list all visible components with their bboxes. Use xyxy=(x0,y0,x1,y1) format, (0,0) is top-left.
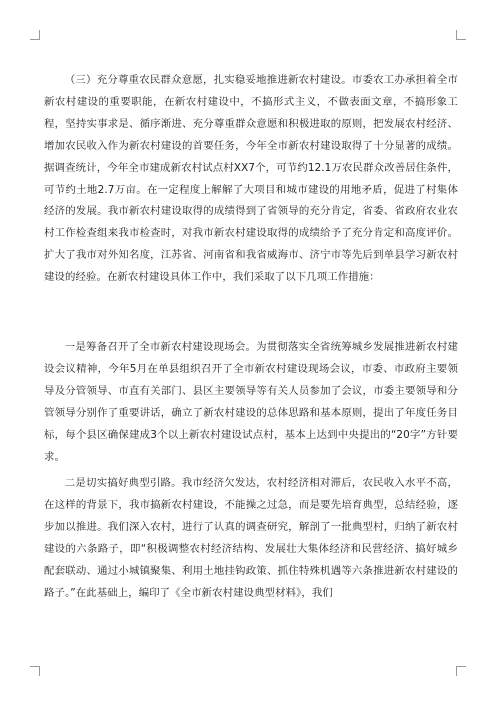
crop-mark-top-right xyxy=(456,30,466,40)
paragraph-respect-farmers-wishes: （三）充分尊重农民群众意愿，扎实稳妥地推进新农村建设。市委农工办承担着全市新农村建设的重要职能，在新农村建设中，不搞形式主义，不做表面文章，不搞形象工程，坚持实事求是、循序渐进、充分尊重群众意愿和积极进取的原则，把发展农村经济、增加农民收入作为新农村建设的首要任务，今年全市新农村建设取得了十分显著的成绩。据调查统计，今年全市建成新农村试点村XX7个，可节约12.1万农民群众改善居住条件，可节约土地2.7万亩。在一定程度上解解了大项目和城市建设的用地矛盾，促进了村集体经济的发展。我市新农村建设取得的成绩得到了省领导的充分肯定，省委、省政府农业农村工作检查组来我市检查时，对我市新农村建设取得的成绩给予了充分肯定和高度评价。扩大了我市对外知名度，江苏省、河南省和我省威海市、济宁市等先后到单县学习新农村建设的经验。在新农村建设具体工作中，我们采取了以下几项工作措施： xyxy=(44,74,458,284)
paragraph-model-guidance: 二是切实搞好典型引路。我市经济欠发达，农村经济相对滞后，农民收入水平不高，在这样的背景下，我市搞新农村建设，不能操之过急，而是要先培育典型，总结经验，逐步加以推进。我们深入农村，进行了认真的调查研究，解剖了一批典型村，归纳了新农村建设的六条路子，即“积极调整农村经济结构、发展壮大集体经济和民营经济、搞好城乡配套联动、通过小城镇聚集、利用土地挂钩政策、抓住特殊机遇等六条推进新农村建设的路子。”在此基础上，编印了《全市新农村建设典型材料》，我们 xyxy=(44,477,458,599)
paragraph-field-meeting: 一是筹备召开了全市新农村建设现场会。为贯彻落实全省统筹城乡发展推进新农村建设会议精神，今年5月在单县组织召开了全市新农村建设现场会议，市委、市政府主要领导及分管领导、市直有关部门、县区主要领导等有关人员参加了会议，市委主要领导和分管领导分别作了重要讲话，确立了新农村建设的总体思路和基本原则，提出了年度任务目标，每个县区确保建成3个以上新农村建设试点村，基本上达到中央提出的“20字”方针要求。 xyxy=(44,341,458,463)
crop-mark-bottom-right xyxy=(456,666,466,676)
crop-mark-top-left xyxy=(30,30,40,40)
crop-mark-bottom-left xyxy=(30,666,40,676)
document-body xyxy=(44,70,458,627)
